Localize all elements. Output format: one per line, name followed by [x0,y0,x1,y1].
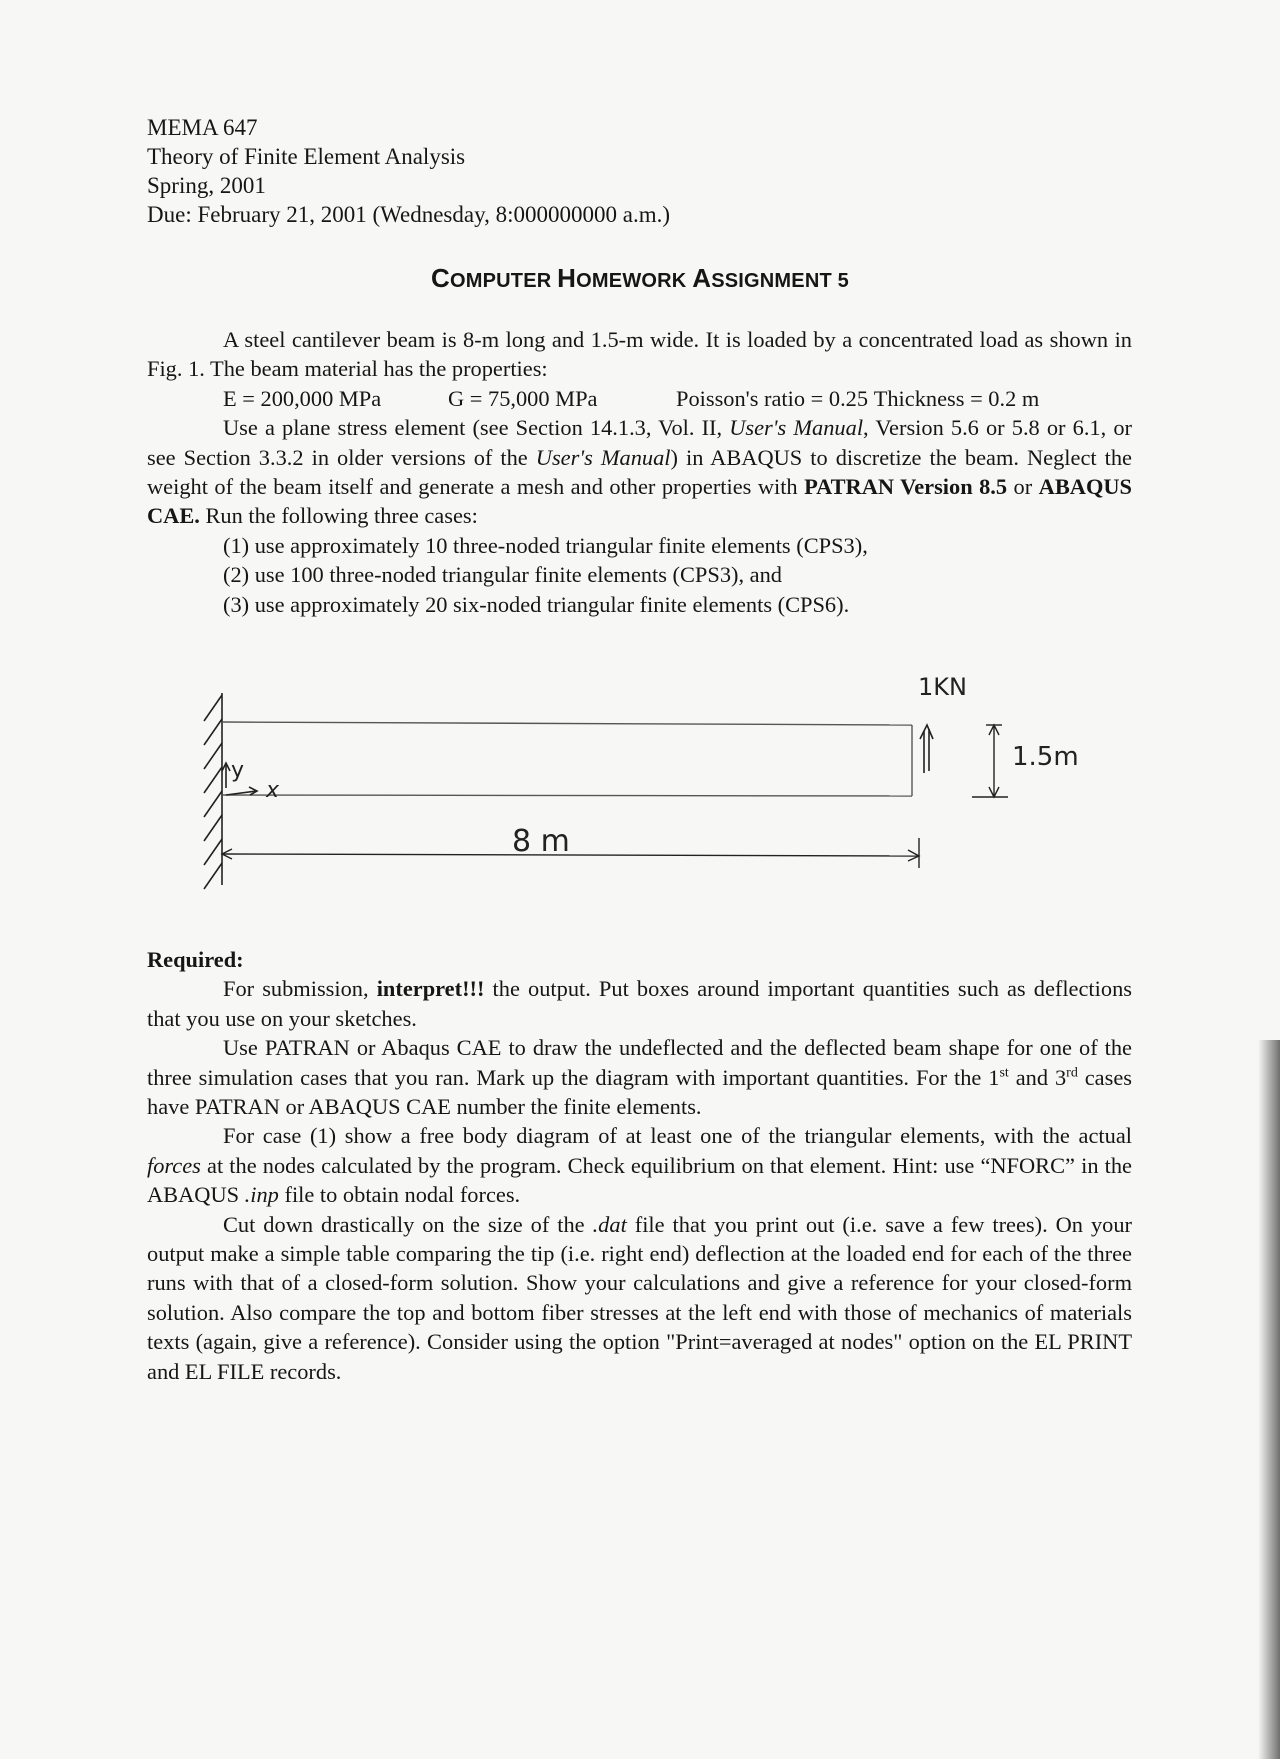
length-label: 8 m [512,824,570,859]
material-properties: E = 200,000 MPa G = 75,000 MPa Poisson's ratio = 0.25 Thickness = 0.2 m [223,385,1040,411]
scan-edge-shadow [1258,1040,1280,1759]
height-label: 1.5m [1012,742,1079,772]
problem-statement [147,325,1132,619]
term: Spring, 2001 [147,173,266,198]
required-item-compare: Cut down drastically on the size of the .dat file that you print out (i.e. save a few trees). On your output make a simple table comparing the tip (i.e. right end) deflection at the loaded end for each of the three runs with that of a closed-form solution. Show your calculations and give a reference for your closed-form solution. Also compare the top and bottom fiber stresses at the left end with those of mechanics of materials texts (again, give a reference). Consider using the option "Print=averaged at nodes" option on the EL PRINT and EL FILE records. [147,1211,1132,1384]
load-label: 1KN [918,673,967,701]
header-block [147,113,670,229]
case-item: (1) use approximately 10 three-noded triangular finite elements (CPS3), [223,532,868,558]
beam-outline [222,722,912,796]
length-dimension [222,838,919,868]
x-axis-label: x [266,778,280,803]
y-axis-label: y [231,758,245,783]
height-dimension [972,725,1008,797]
course-title: Theory of Finite Element Analysis [147,144,466,169]
required-heading: Required: [147,947,244,972]
cantilever-beam-figure [190,665,1130,905]
fixed-wall [204,693,222,889]
case-item: (3) use approximately 20 six-noded triangular finite elements (CPS6). [223,591,850,617]
course-code: MEMA 647 [147,115,258,140]
required-item-interpret: For submission, interpret!!! the output. Put boxes around important quantities such as deflections that you use on your sketches. [147,976,1132,1031]
due-date: Due: February 21, 2001 (Wednesday, 8:000000000 a.m.) [147,202,670,227]
required-item-free-body: For case (1) show a free body diagram of at least one of the triangular elements, with the actual forces at the nodes calculated by the program. Check equilibrium on that element. Hint: use “NFORC” in the ABAQUS .inp file to obtain nodal forces. [147,1123,1132,1208]
problem-intro: A steel cantilever beam is 8-m long and 1.5-m wide. It is loaded by a concentrated load as shown in Fig. 1. The beam material has the properties: [147,327,1132,382]
element-instructions: Use a plane stress element (see Section 14.1.3, Vol. II, User's Manual, Version 5.6 or 5.8 or 6.1, or see Section 3.3.2 in older versions of the User's Manual) in ABAQUS to discretize the beam. Neglect the weight of the beam itself and generate a mesh and other properties with PATRAN Version 8.5 or ABAQUS CAE. Run the following three cases: [147,415,1132,529]
assignment-title: COMPUTER HOMEWORK ASSIGNMENT 5 [431,263,849,293]
load-arrow [920,725,933,773]
required-item-plot: Use PATRAN or Abaqus CAE to draw the undeflected and the deflected beam shape for one of the three simulation cases that you ran. Mark up the diagram with important quantities. For the 1st and 3rd cases have PATRAN or ABAQUS CAE number the finite elements. [147,1035,1132,1120]
case-item: (2) use 100 three-noded triangular finite elements (CPS3), and [223,562,782,588]
required-section [147,945,1132,1386]
